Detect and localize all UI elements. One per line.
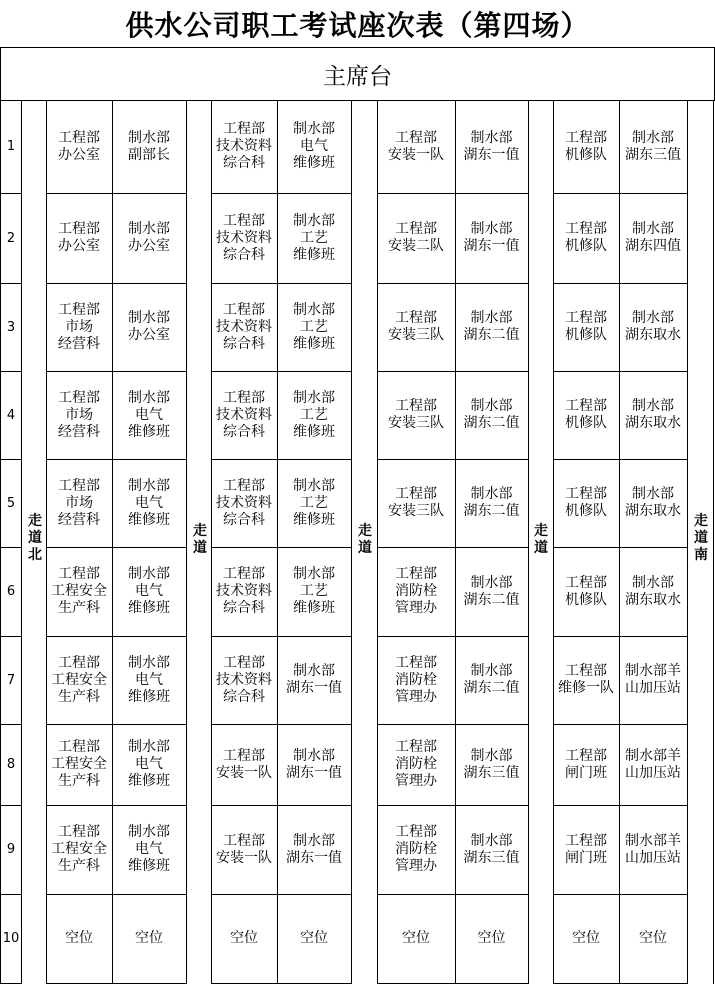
- seat-cell: 工程部 技术资料 综合科: [216, 654, 272, 705]
- seat-cell: 制水部 工艺 维修班: [293, 301, 335, 352]
- seat-cell: 工程部 安装一队: [216, 832, 272, 866]
- stage-label: 主席台: [0, 47, 715, 101]
- seat-cell: 制水部 工艺 维修班: [293, 212, 335, 263]
- seat-cell: 制水部 湖东取水: [625, 398, 681, 431]
- seat-cell: 制水部 湖东三值: [625, 129, 681, 163]
- seat-cell: 制水部 电气 维修班: [128, 654, 170, 705]
- row-number: 10: [2, 931, 20, 946]
- seat-cell: 工程部 市场 经营科: [58, 477, 100, 528]
- seat-cell: 空位: [135, 930, 163, 946]
- seat-cell: 制水部 电气 维修班: [128, 477, 170, 528]
- seat-cell: 工程部 机修队: [565, 398, 607, 431]
- seat-cell: 工程部 工程安全 生产科: [51, 824, 107, 874]
- seat-cell: 制水部 办公室: [128, 310, 170, 343]
- seat-cell: 工程部 闸门班: [565, 832, 607, 866]
- seat-cell: 制水部 湖东四值: [625, 221, 681, 254]
- seat-cell: 制水部 副部长: [128, 129, 170, 163]
- row-number: 4: [6, 407, 16, 423]
- seat-cell: 制水部羊 山加压站: [625, 747, 681, 781]
- row-number: 8: [6, 757, 16, 772]
- seat-cell: 工程部 工程安全 生产科: [51, 654, 107, 705]
- seat-cell: 工程部 市场 经营科: [58, 389, 100, 440]
- row-number: 2: [6, 230, 16, 246]
- seat-cell: 工程部 安装二队: [388, 221, 444, 254]
- seat-cell: 工程部 技术资料 综合科: [216, 477, 272, 528]
- seat-cell: 制水部 电气 维修班: [128, 824, 170, 874]
- seat-cell: 制水部 工艺 维修班: [293, 477, 335, 528]
- seat-cell: 制水部 湖东一值: [463, 221, 520, 254]
- seat-cell: 制水部 湖东一值: [286, 832, 342, 866]
- seat-cell: 工程部 技术资料 综合科: [216, 301, 272, 352]
- seat-cell: 工程部 消防栓 管理办: [395, 654, 437, 705]
- seat-cell: 制水部 湖东取水: [625, 486, 681, 519]
- seat-cell: 制水部 湖东一值: [286, 747, 342, 781]
- page-title: 供水公司职工考试座次表（第四场）: [125, 8, 590, 42]
- seat-cell: 制水部 湖东取水: [625, 310, 681, 343]
- seat-cell: 制水部 工艺 维修班: [293, 389, 335, 440]
- seat-cell: 制水部 湖东二值: [463, 310, 520, 343]
- seat-cell: 工程部 工程安全 生产科: [51, 566, 107, 616]
- seat-cell: 工程部 机修队: [565, 310, 607, 343]
- seat-cell: 制水部羊 山加压站: [625, 832, 681, 866]
- seat-cell: 制水部 湖东一值: [463, 129, 520, 163]
- seat-cell: 工程部 消防栓 管理办: [395, 566, 437, 616]
- seat-cell: 工程部 工程安全 生产科: [51, 739, 107, 789]
- seat-cell: 工程部 机修队: [565, 221, 607, 254]
- seat-cell: 工程部 维修一队: [558, 663, 614, 696]
- seat-cell: 工程部 闸门班: [565, 747, 607, 781]
- seat-cell: 制水部 湖东二值: [463, 398, 520, 431]
- row-number: 7: [6, 672, 16, 688]
- seat-cell: 空位: [65, 930, 93, 946]
- seat-cell: 制水部 电气 维修班: [293, 121, 335, 171]
- seat-cell: 工程部 安装三队: [388, 398, 444, 431]
- seat-cell: 制水部 办公室: [128, 221, 170, 254]
- seat-cell: 工程部 技术资料 综合科: [216, 389, 272, 440]
- aisle-label-middle3: 走 道: [534, 523, 548, 556]
- seat-cell: 制水部羊 山加压站: [625, 663, 681, 696]
- seat-cell: 制水部 湖东三值: [463, 832, 520, 866]
- seat-cell: 空位: [300, 930, 328, 946]
- aisle-label-middle1: 走 道: [193, 523, 207, 556]
- seat-cell: 制水部 湖东二值: [463, 486, 520, 519]
- seat-cell: 工程部 办公室: [58, 129, 100, 163]
- seat-cell: 工程部 安装三队: [388, 486, 444, 519]
- seat-cell: 空位: [402, 930, 430, 946]
- seat-cell: 空位: [639, 930, 667, 946]
- aisle-label-south: 走 道 南: [694, 513, 708, 563]
- row-number: 9: [6, 842, 16, 857]
- seat-cell: 制水部 湖东二值: [463, 663, 520, 696]
- row-number: 6: [6, 584, 16, 599]
- seat-cell: 工程部 技术资料 综合科: [216, 212, 272, 263]
- seat-cell: 工程部 消防栓 管理办: [395, 739, 437, 789]
- seat-cell: 工程部 办公室: [58, 221, 100, 254]
- seat-cell: 工程部 技术资料 综合科: [216, 121, 272, 171]
- seat-cell: 制水部 电气 维修班: [128, 566, 170, 616]
- seat-cell: 工程部 机修队: [565, 486, 607, 519]
- seat-cell: 工程部 机修队: [565, 129, 607, 163]
- seat-cell: 工程部 机修队: [565, 574, 607, 608]
- seat-cell: 工程部 技术资料 综合科: [216, 566, 272, 616]
- seat-cell: 工程部 安装三队: [388, 310, 444, 343]
- row-number: 1: [6, 139, 16, 154]
- seat-cell: 空位: [230, 930, 258, 946]
- seat-cell: 制水部 电气 维修班: [128, 389, 170, 440]
- aisle-label-north: 走 道 北: [28, 513, 42, 563]
- seat-cell: 制水部 湖东取水: [625, 574, 681, 608]
- seat-cell: 制水部 湖东二值: [463, 574, 520, 608]
- seat-cell: 工程部 安装一队: [388, 129, 444, 163]
- seat-cell: 工程部 市场 经营科: [58, 301, 100, 352]
- seat-cell: 制水部 电气 维修班: [128, 739, 170, 789]
- seat-cell: 工程部 安装一队: [216, 747, 272, 781]
- seat-cell: 制水部 工艺 维修班: [293, 566, 335, 616]
- seat-cell: 制水部 湖东一值: [286, 663, 342, 696]
- aisle-label-middle2: 走 道: [358, 523, 372, 556]
- seat-cell: 制水部 湖东三值: [463, 747, 520, 781]
- row-number: 5: [6, 495, 16, 511]
- seat-cell: 工程部 消防栓 管理办: [395, 824, 437, 874]
- seat-cell: 空位: [477, 930, 506, 946]
- row-number: 3: [6, 319, 16, 335]
- seat-cell: 空位: [572, 930, 600, 946]
